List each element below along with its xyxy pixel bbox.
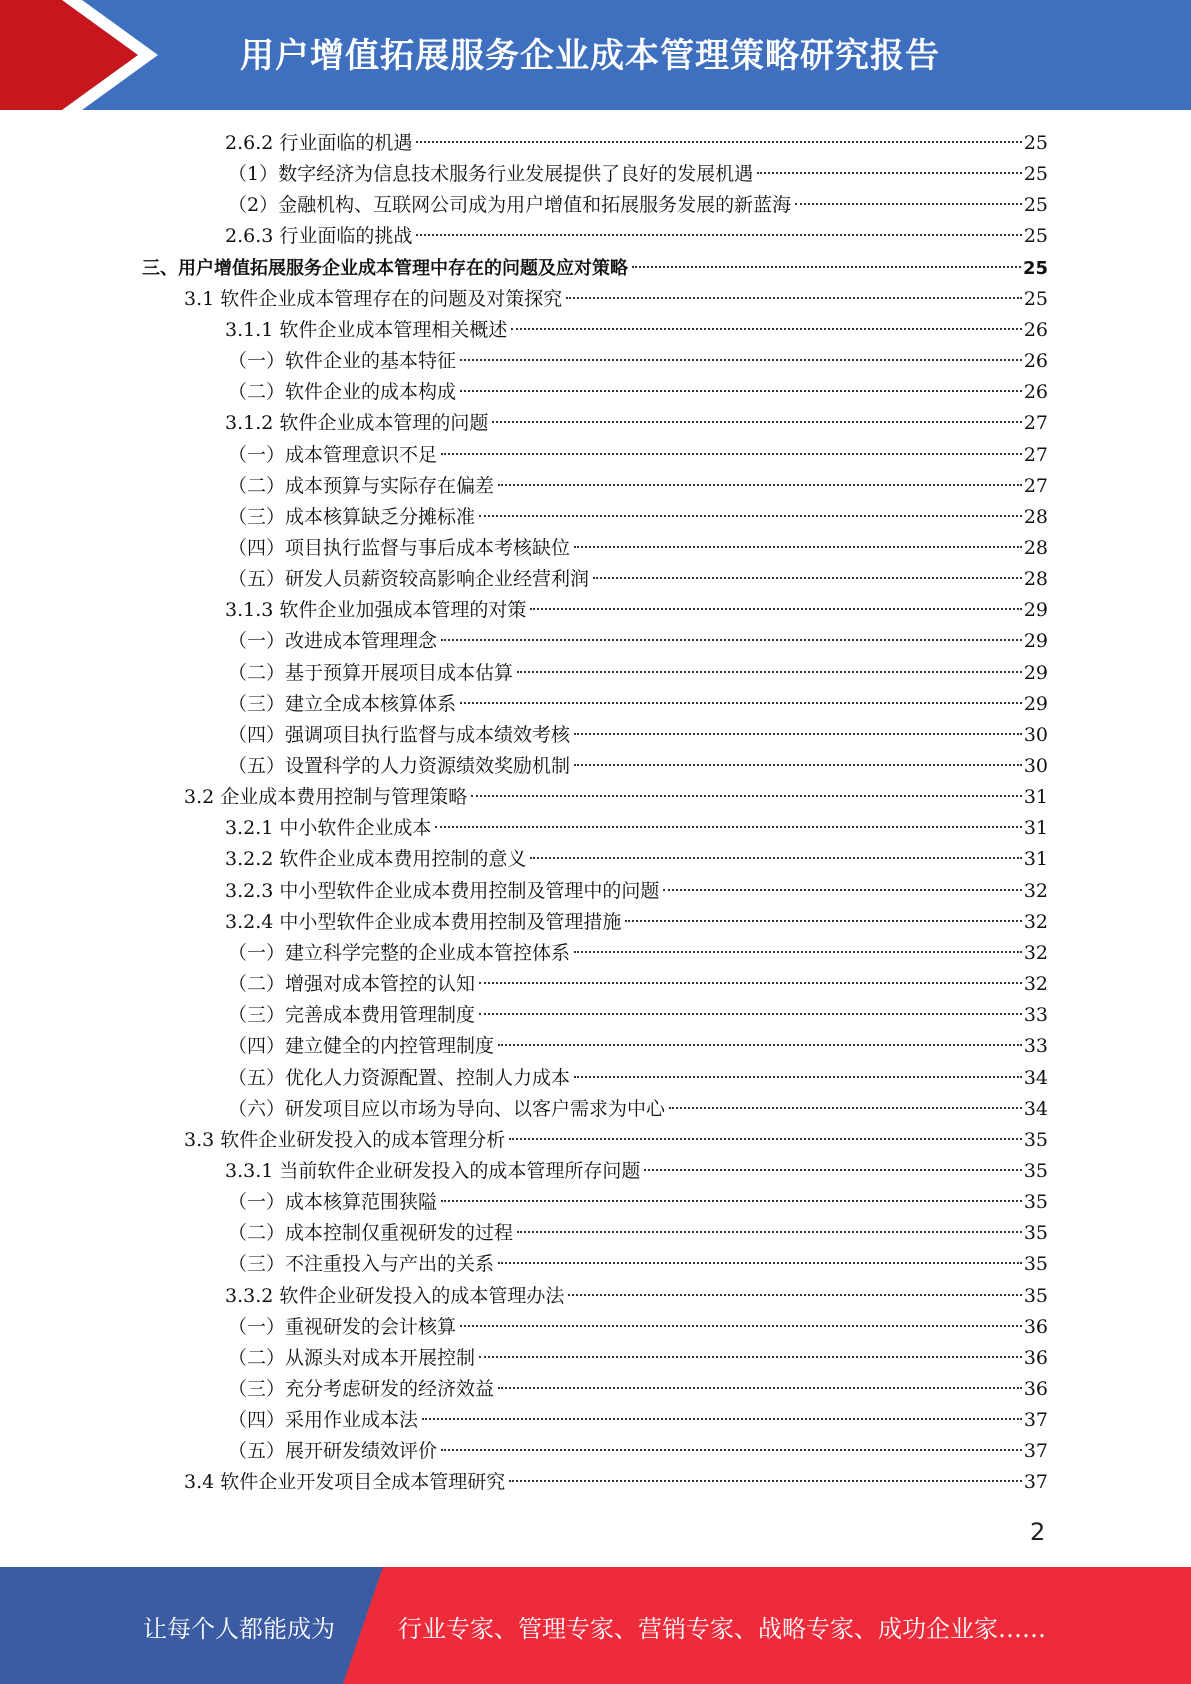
toc-entry[interactable] bbox=[228, 1312, 1048, 1343]
toc-entry-title: 3.2.2 软件企业成本费用控制的意义 bbox=[225, 848, 527, 871]
toc-entry[interactable] bbox=[225, 844, 1048, 875]
toc-dot-leader bbox=[625, 920, 1021, 922]
toc-entry-page: 25 bbox=[1022, 257, 1048, 279]
toc-entry-page: 25 bbox=[1023, 132, 1048, 154]
toc-entry[interactable] bbox=[228, 1187, 1048, 1218]
toc-dot-leader bbox=[574, 733, 1022, 735]
toc-entry[interactable] bbox=[225, 876, 1048, 907]
toc-entry[interactable] bbox=[228, 626, 1048, 657]
toc-entry-page: 29 bbox=[1023, 599, 1048, 622]
toc-entry-page: 28 bbox=[1023, 536, 1048, 559]
toc-dot-leader bbox=[471, 795, 1022, 797]
toc-entry[interactable] bbox=[228, 1031, 1048, 1062]
toc-dot-leader bbox=[517, 1231, 1022, 1233]
toc-entry-page: 30 bbox=[1023, 723, 1048, 746]
toc-entry-page: 37 bbox=[1023, 1440, 1048, 1463]
toc-entry-page: 32 bbox=[1023, 879, 1048, 902]
toc-dot-leader bbox=[530, 608, 1021, 610]
toc-entry-title: 3.2.1 中小软件企业成本 bbox=[225, 817, 432, 840]
page-footer bbox=[0, 1567, 1191, 1684]
toc-entry-title: （四）建立健全的内控管理制度 bbox=[228, 1035, 495, 1058]
toc-entry-page: 36 bbox=[1023, 1346, 1048, 1369]
toc-dot-leader bbox=[416, 234, 1021, 236]
toc-entry[interactable] bbox=[228, 720, 1048, 751]
toc-entry-page: 35 bbox=[1023, 1159, 1048, 1182]
toc-dot-leader bbox=[441, 1449, 1022, 1451]
toc-entry[interactable] bbox=[225, 221, 1048, 252]
header-chevron-decoration bbox=[0, 0, 160, 110]
toc-entry-title: （一）软件企业的基本特征 bbox=[228, 350, 457, 373]
toc-entry[interactable] bbox=[225, 1281, 1048, 1312]
toc-dot-leader bbox=[422, 1418, 1022, 1420]
toc-entry[interactable] bbox=[228, 751, 1048, 782]
toc-dot-leader bbox=[460, 359, 1022, 361]
toc-entry-page: 34 bbox=[1023, 1097, 1048, 1120]
toc-entry-page: 25 bbox=[1023, 194, 1048, 217]
toc-entry[interactable] bbox=[228, 440, 1048, 471]
toc-dot-leader bbox=[498, 1387, 1022, 1389]
toc-entry[interactable] bbox=[184, 284, 1048, 315]
toc-dot-leader bbox=[574, 546, 1022, 548]
toc-dot-leader bbox=[568, 1294, 1021, 1296]
toc-entry[interactable] bbox=[228, 159, 1048, 190]
toc-entry[interactable] bbox=[228, 564, 1048, 595]
toc-entry-title: （二）软件企业的成本构成 bbox=[228, 381, 457, 404]
toc-entry-title: （二）成本控制仅重视研发的过程 bbox=[228, 1222, 514, 1245]
toc-entry-page: 29 bbox=[1023, 630, 1048, 653]
toc-entry[interactable] bbox=[228, 533, 1048, 564]
toc-entry[interactable] bbox=[228, 1000, 1048, 1031]
toc-entry-title: （1）数字经济为信息技术服务行业发展提供了良好的发展机遇 bbox=[228, 163, 754, 186]
toc-dot-leader bbox=[492, 421, 1021, 423]
toc-entry-title: （五）研发人员薪资较高影响企业经营利润 bbox=[228, 568, 590, 591]
toc-dot-leader bbox=[460, 390, 1022, 392]
footer-slogan-right: 行业专家、管理专家、营销专家、战略专家、成功企业家…… bbox=[398, 1615, 1046, 1643]
toc-dot-leader bbox=[566, 297, 1022, 299]
toc-entry[interactable] bbox=[142, 253, 1048, 284]
toc-dot-leader bbox=[441, 453, 1022, 455]
toc-entry[interactable] bbox=[225, 813, 1048, 844]
toc-entry-page: 28 bbox=[1023, 505, 1048, 528]
toc-entry[interactable] bbox=[225, 128, 1048, 159]
toc-entry-title: （一）建立科学完整的企业成本管控体系 bbox=[228, 941, 571, 964]
toc-entry-page: 35 bbox=[1023, 1222, 1048, 1245]
toc-dot-leader bbox=[479, 1356, 1022, 1358]
footer-slogan-left: 让每个人都能成为 bbox=[143, 1615, 335, 1643]
toc-entry-page: 32 bbox=[1023, 910, 1048, 933]
toc-dot-leader bbox=[795, 203, 1022, 205]
toc-entry-page: 35 bbox=[1023, 1284, 1048, 1307]
toc-entry-page: 26 bbox=[1023, 318, 1048, 341]
toc-entry-page: 27 bbox=[1023, 412, 1048, 435]
toc-entry-title: 3.3 软件企业研发投入的成本管理分析 bbox=[184, 1128, 506, 1151]
toc-entry-title: （一）重视研发的会计核算 bbox=[228, 1315, 457, 1338]
toc-entry[interactable] bbox=[228, 658, 1048, 689]
toc-entry-page: 35 bbox=[1023, 1253, 1048, 1276]
toc-entry[interactable] bbox=[184, 1467, 1048, 1498]
toc-entry-title: （六）研发项目应以市场为导向、以客户需求为中心 bbox=[228, 1097, 666, 1120]
toc-entry[interactable] bbox=[228, 938, 1048, 969]
toc-entry-title: （四）强调项目执行监督与成本绩效考核 bbox=[228, 723, 571, 746]
page-header bbox=[0, 0, 1191, 110]
toc-dot-leader bbox=[574, 764, 1022, 766]
toc-entry-title: （五）展开研发绩效评价 bbox=[228, 1440, 438, 1463]
toc-entry-page: 25 bbox=[1023, 163, 1048, 186]
toc-dot-leader bbox=[498, 1262, 1022, 1264]
toc-entry-title: （一）成本核算范围狭隘 bbox=[228, 1191, 438, 1214]
toc-dot-leader bbox=[663, 889, 1021, 891]
toc-entry[interactable] bbox=[184, 782, 1048, 813]
toc-dot-leader bbox=[479, 982, 1022, 984]
toc-entry-title: 2.6.3 行业面临的挑战 bbox=[225, 225, 413, 248]
toc-entry-title: （二）增强对成本管控的认知 bbox=[228, 973, 476, 996]
toc-dot-leader bbox=[632, 266, 1021, 268]
toc-entry-page: 26 bbox=[1023, 350, 1048, 373]
toc-dot-leader bbox=[435, 826, 1021, 828]
toc-entry-page: 26 bbox=[1023, 381, 1048, 404]
toc-dot-leader bbox=[479, 515, 1022, 517]
toc-entry-page: 32 bbox=[1023, 973, 1048, 996]
toc-dot-leader bbox=[509, 1480, 1022, 1482]
toc-entry[interactable] bbox=[225, 907, 1048, 938]
toc-entry[interactable] bbox=[228, 1249, 1048, 1280]
toc-entry-title: （二）成本预算与实际存在偏差 bbox=[228, 474, 495, 497]
toc-entry[interactable] bbox=[225, 1156, 1048, 1187]
toc-entry-title: 3.3.2 软件企业研发投入的成本管理办法 bbox=[225, 1284, 565, 1307]
toc-entry-title: （五）设置科学的人力资源绩效奖励机制 bbox=[228, 755, 571, 777]
toc-entry-title: 2.6.2 行业面临的机遇 bbox=[225, 132, 413, 154]
toc-entry-page: 27 bbox=[1023, 443, 1048, 466]
toc-entry[interactable] bbox=[228, 190, 1048, 221]
toc-entry-page: 28 bbox=[1023, 568, 1048, 591]
toc-dot-leader bbox=[509, 1138, 1022, 1140]
toc-entry-title: 3.1.2 软件企业成本管理的问题 bbox=[225, 412, 489, 435]
toc-entry[interactable] bbox=[228, 969, 1048, 1000]
toc-entry-title: （2）金融机构、互联网公司成为用户增值和拓展服务发展的新蓝海 bbox=[228, 194, 792, 217]
toc-dot-leader bbox=[479, 1013, 1022, 1015]
toc-entry[interactable] bbox=[225, 315, 1048, 346]
toc-dot-leader bbox=[644, 1169, 1021, 1171]
toc-entry[interactable] bbox=[228, 1436, 1048, 1467]
toc-entry-page: 25 bbox=[1023, 225, 1048, 248]
toc-entry-title: （三）不注重投入与产出的关系 bbox=[228, 1253, 495, 1276]
toc-entry-title: （二）从源头对成本开展控制 bbox=[228, 1346, 476, 1369]
toc-entry-title: （四）项目执行监督与事后成本考核缺位 bbox=[228, 536, 571, 559]
toc-dot-leader bbox=[530, 857, 1021, 859]
toc-entry[interactable] bbox=[228, 1063, 1048, 1094]
toc-dot-leader bbox=[498, 1044, 1022, 1046]
toc-entry[interactable] bbox=[225, 408, 1048, 439]
toc-entry[interactable] bbox=[184, 1125, 1048, 1156]
toc-entry-page: 33 bbox=[1023, 1035, 1048, 1058]
report-title: 用户增值拓展服务企业成本管理策略研究报告 bbox=[240, 36, 940, 76]
toc-entry-page: 33 bbox=[1023, 1004, 1048, 1027]
toc-entry-title: （三）建立全成本核算体系 bbox=[228, 692, 457, 715]
toc-entry-page: 37 bbox=[1023, 1471, 1048, 1494]
toc-entry[interactable] bbox=[228, 471, 1048, 502]
toc-entry[interactable] bbox=[228, 502, 1048, 533]
toc-dot-leader bbox=[460, 1325, 1022, 1327]
toc-entry-title: （五）优化人力资源配置、控制人力成本 bbox=[228, 1066, 571, 1089]
toc-entry[interactable] bbox=[225, 595, 1048, 626]
toc-dot-leader bbox=[441, 639, 1022, 641]
toc-entry-title: 三、用户增值拓展服务企业成本管理中存在的问题及应对策略 bbox=[142, 257, 628, 279]
toc-entry-title: （三）充分考虑研发的经济效益 bbox=[228, 1378, 495, 1400]
toc-dot-leader bbox=[593, 577, 1022, 579]
toc-dot-leader bbox=[757, 172, 1022, 174]
toc-entry-page: 31 bbox=[1023, 817, 1048, 840]
toc-entry-page: 32 bbox=[1023, 941, 1048, 964]
toc-entry-title: （一）改进成本管理理念 bbox=[228, 630, 438, 653]
toc-entry-title: 3.2.4 中小型软件企业成本费用控制及管理措施 bbox=[225, 910, 622, 933]
toc-entry[interactable] bbox=[228, 1405, 1048, 1436]
toc-entry-page: 25 bbox=[1023, 287, 1048, 310]
toc-entry-page: 30 bbox=[1023, 755, 1048, 777]
toc-entry-title: 3.4 软件企业开发项目全成本管理研究 bbox=[184, 1471, 506, 1494]
toc-dot-leader bbox=[574, 951, 1022, 953]
toc-entry-page: 35 bbox=[1023, 1128, 1048, 1151]
toc-dot-leader bbox=[416, 141, 1021, 143]
toc-entry-title: 3.2.3 中小型软件企业成本费用控制及管理中的问题 bbox=[225, 879, 660, 902]
page-number: 2 bbox=[1030, 1518, 1046, 1546]
toc-entry-title: （四）采用作业成本法 bbox=[228, 1409, 419, 1432]
toc-entry-page: 35 bbox=[1023, 1191, 1048, 1214]
toc-entry-page: 27 bbox=[1023, 474, 1048, 497]
toc-entry-page: 29 bbox=[1023, 692, 1048, 715]
toc-dot-leader bbox=[511, 328, 1021, 330]
toc-dot-leader bbox=[574, 1076, 1022, 1078]
toc-entry-page: 31 bbox=[1023, 786, 1048, 809]
toc-entry-title: 3.1 软件企业成本管理存在的问题及对策探究 bbox=[184, 287, 563, 310]
toc-entry[interactable] bbox=[228, 1094, 1048, 1125]
toc-entry-title: （三）完善成本费用管理制度 bbox=[228, 1004, 476, 1027]
toc-entry-title: （一）成本管理意识不足 bbox=[228, 443, 438, 466]
toc-dot-leader bbox=[517, 671, 1022, 673]
toc-entry[interactable] bbox=[228, 346, 1048, 377]
toc-entry[interactable] bbox=[228, 1374, 1048, 1405]
toc-dot-leader bbox=[498, 484, 1022, 486]
toc-entry-page: 36 bbox=[1023, 1378, 1048, 1400]
toc-dot-leader bbox=[441, 1200, 1022, 1202]
toc-entry-title: （三）成本核算缺乏分摊标准 bbox=[228, 505, 476, 528]
toc-dot-leader bbox=[669, 1107, 1022, 1109]
toc-dot-leader bbox=[460, 702, 1022, 704]
toc-entry-title: （二）基于预算开展项目成本估算 bbox=[228, 661, 514, 684]
toc-entry-title: 3.1.1 软件企业成本管理相关概述 bbox=[225, 318, 508, 341]
toc-entry[interactable] bbox=[228, 689, 1048, 720]
toc-entry[interactable] bbox=[228, 1218, 1048, 1249]
toc-entry-page: 37 bbox=[1023, 1409, 1048, 1432]
toc-entry[interactable] bbox=[228, 1343, 1048, 1374]
toc-entry-title: 3.1.3 软件企业加强成本管理的对策 bbox=[225, 599, 527, 622]
toc-entry-title: 3.3.1 当前软件企业研发投入的成本管理所存问题 bbox=[225, 1159, 641, 1182]
toc-entry-page: 36 bbox=[1023, 1315, 1048, 1338]
toc-entry[interactable] bbox=[228, 377, 1048, 408]
toc-entry-page: 29 bbox=[1023, 661, 1048, 684]
toc-entry-page: 34 bbox=[1023, 1066, 1048, 1089]
toc-entry-title: 3.2 企业成本费用控制与管理策略 bbox=[184, 786, 468, 809]
toc-entry-page: 31 bbox=[1023, 848, 1048, 871]
